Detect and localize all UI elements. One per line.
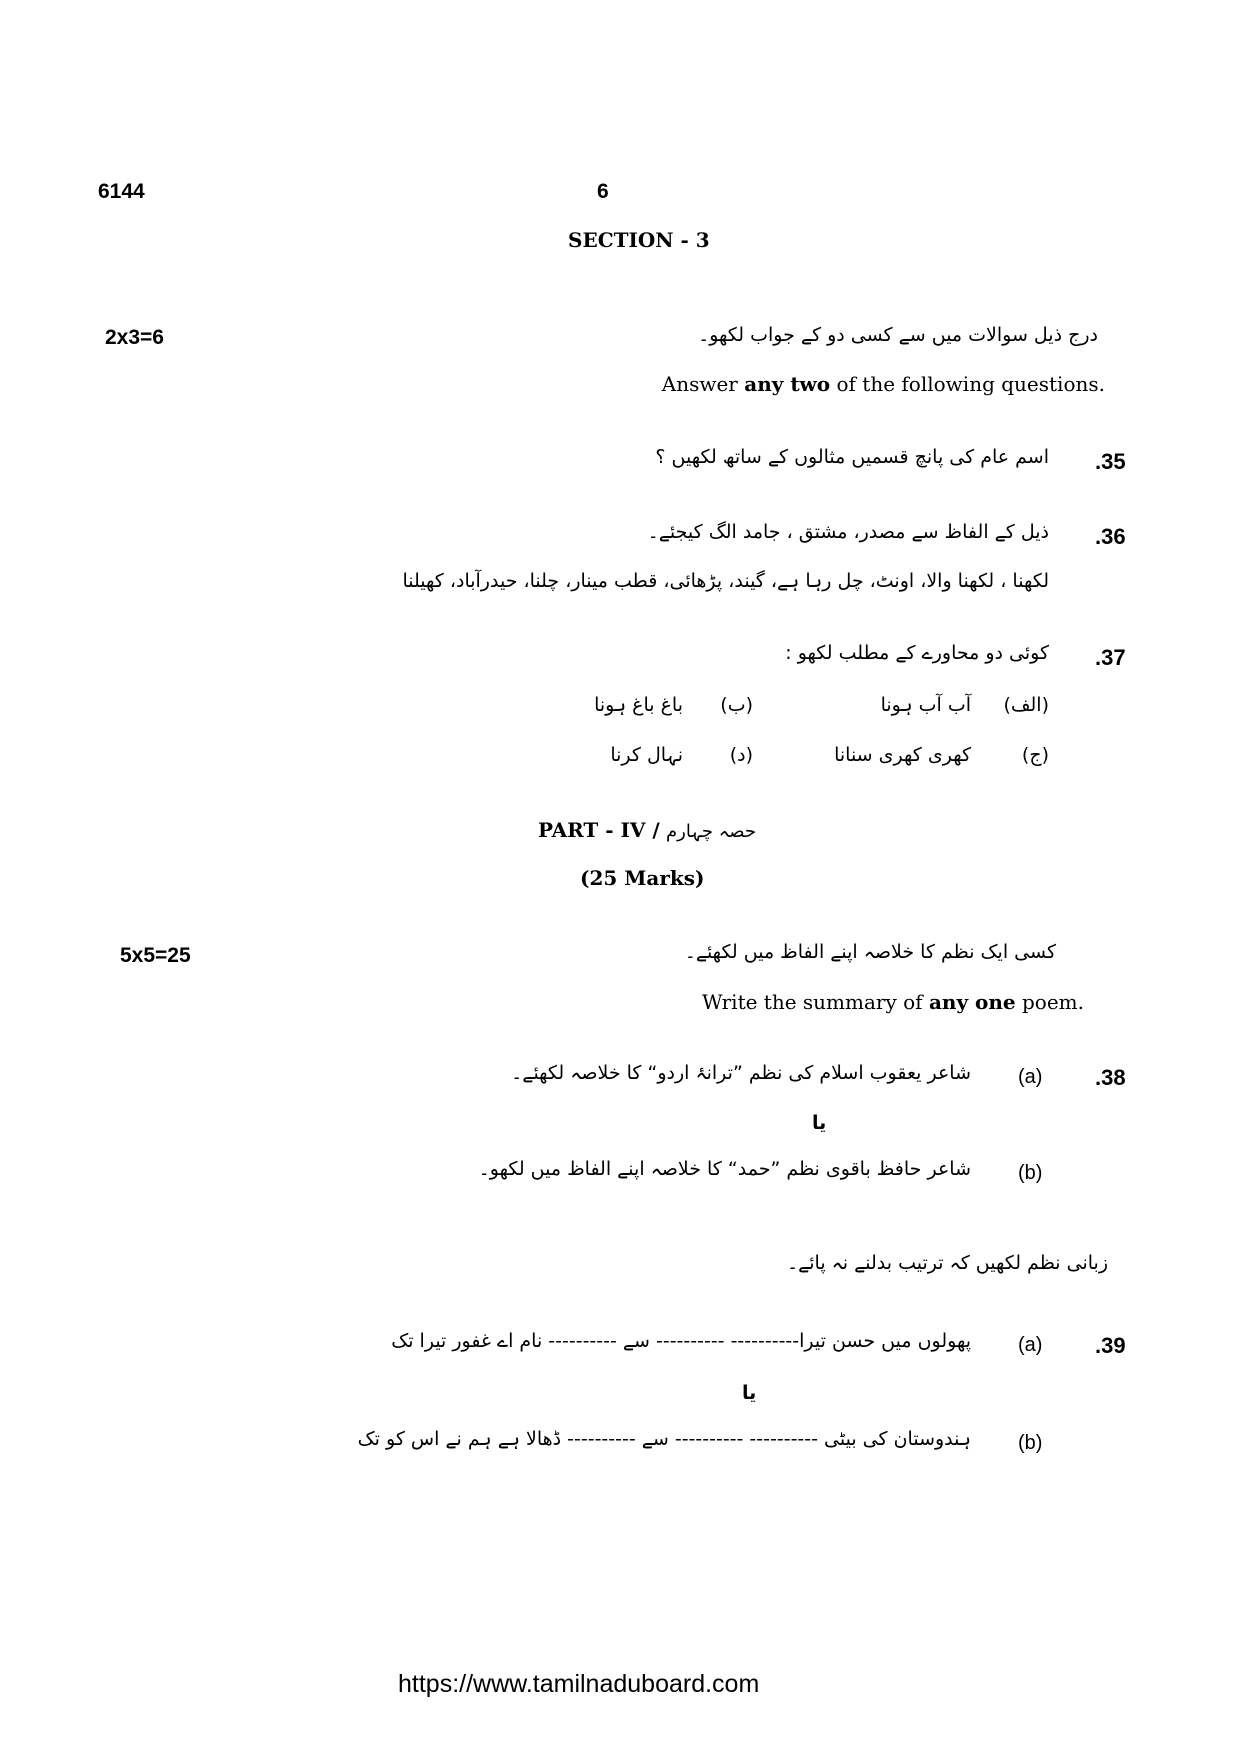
question-text: اسم عام کی پانچ قسمیں مثالوں کے ساتھ لکھیں ؟ [655,446,1049,468]
question-number: .39 [1095,1333,1126,1358]
paper-code: 6144 [98,180,145,203]
option-label: (الف) [1003,694,1049,716]
section3-instruction-urdu: درج ذیل سوالات میں سے کسی دو کے جواب لکھو۔ [698,324,1098,346]
part-marks-total: (25 Marks) [580,866,705,890]
option-text: کھری کھری سنانا [834,744,971,766]
option-label: (ب) [720,694,753,716]
or-text: یا [742,1382,757,1404]
section3-instruction-en: Answer any two of the following questions. [661,372,1105,396]
question-number: .35 [1095,449,1126,474]
question-text: ہندوستان کی بیٹی ---------- ---------- سے ---------- ڈھالا ہے ہم نے اس کو تک [357,1428,971,1450]
question-text: کوئی دو محاورے کے مطلب لکھو : [785,642,1049,664]
option-text: آب آب ہونا [880,694,971,716]
sub-label: (b) [1018,1162,1043,1184]
option-label: (ج) [1021,744,1049,766]
question-number: .36 [1095,524,1126,549]
option-label: (د) [729,744,753,766]
part4-marks: 5x5=25 [120,944,191,967]
sub-label: (a) [1018,1334,1043,1356]
page-number: 6 [597,180,609,203]
sub-label: (b) [1018,1432,1043,1454]
question-number: .38 [1095,1065,1126,1090]
question-text: پھولوں میں حسن تیرا---------- ---------- سے ---------- نام اے غفور تیرا تک [391,1330,971,1352]
sub-label: (a) [1018,1066,1043,1088]
word-list: لکھنا ، لکھنا والا، اونٹ، چل رہا ہے، گیند، پڑھائی، قطب مینار، چلنا، حیدرآباد، کھیلنا [402,570,1049,592]
part-title: PART - IV / حصہ چہارم [538,818,756,842]
question-text: ذیل کے الفاظ سے مصدر، مشتق ، جامد الگ کیجئے۔ [647,521,1049,543]
question-text: شاعر حافظ باقوی نظم ”حمد“ کا خلاصہ اپنے الفاظ میں لکھو۔ [478,1158,971,1180]
question-text: شاعر یعقوب اسلام کی نظم ”ترانۂ اردو“ کا خلاصہ لکھئے۔ [511,1062,971,1084]
q39-instruction: زبانی نظم لکھیں کہ ترتیب بدلنے نہ پائے۔ [786,1252,1108,1274]
option-text: نہال کرنا [610,744,683,766]
or-text: یا [812,1112,827,1134]
question-number: .37 [1095,645,1126,670]
section3-marks: 2x3=6 [105,326,164,349]
part4-instruction-en: Write the summary of any one poem. [701,990,1084,1014]
option-text: باغ باغ ہونا [594,694,683,716]
part4-instruction-urdu: کسی ایک نظم کا خلاصہ اپنے الفاظ میں لکھئے۔ [684,941,1056,963]
footer-url[interactable]: https://www.tamilnaduboard.com [398,1670,760,1698]
section-title: SECTION - 3 [568,228,710,252]
